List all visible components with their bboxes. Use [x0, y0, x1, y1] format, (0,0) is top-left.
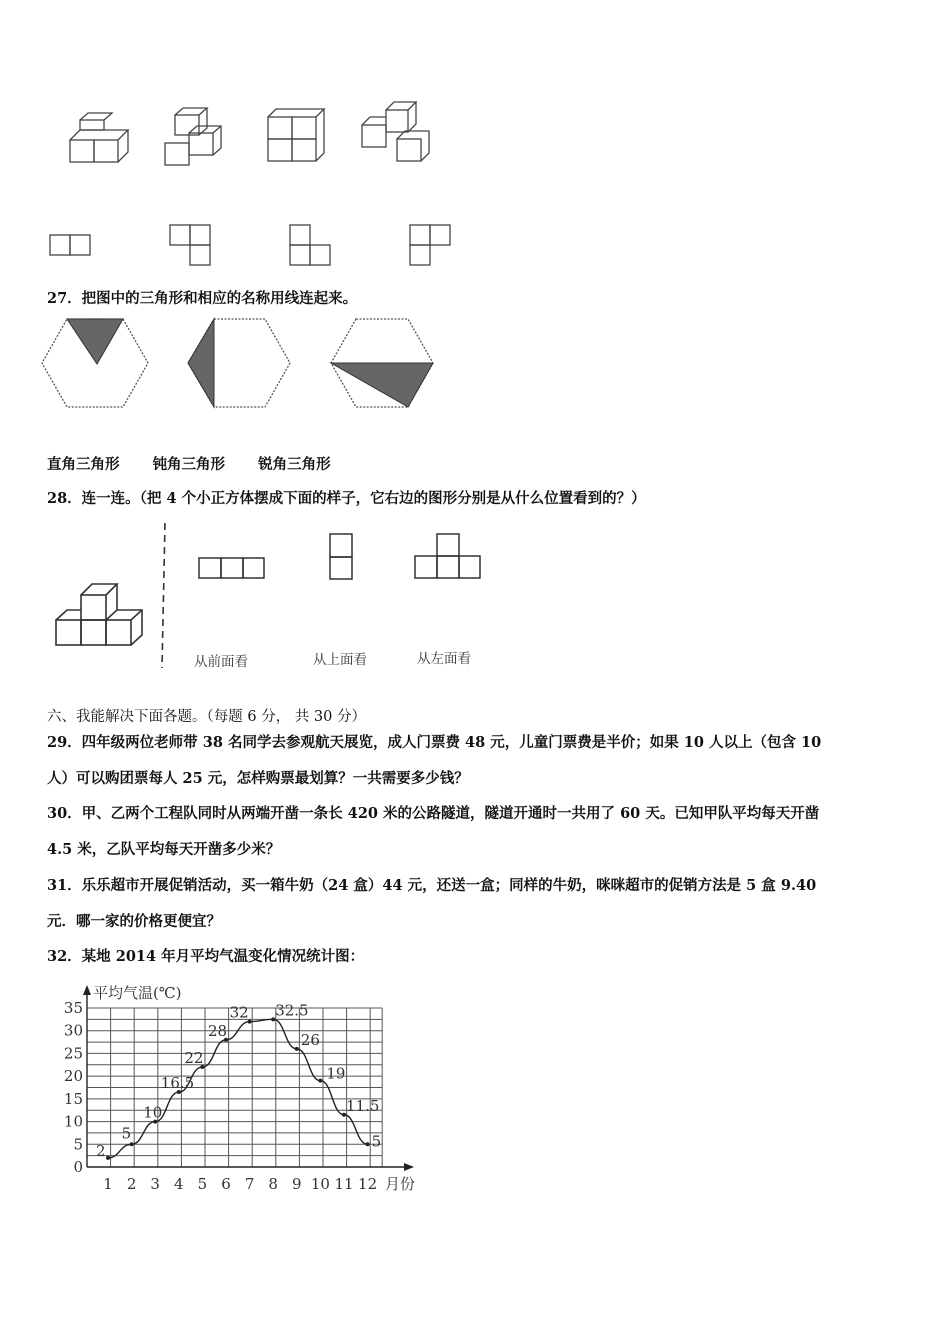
- question-27: 27．把图中的三角形和相应的名称用线连起来。: [47, 290, 358, 307]
- data-label-month-6: 28: [208, 1021, 228, 1040]
- question-31-line-2: 元．哪一家的价格更便宜？: [47, 913, 221, 930]
- view-front-shape: [199, 558, 264, 578]
- x-tick-label: 4: [174, 1175, 184, 1193]
- triangle-names: [47, 453, 359, 474]
- hexagon-triangles-figure: [40, 312, 460, 417]
- x-axis-title: 月份: [385, 1175, 416, 1193]
- view-label-front: 从前面看: [194, 654, 248, 670]
- data-label-month-2: 5: [121, 1124, 132, 1143]
- view-shape-4: [410, 225, 450, 265]
- hexagon-3: [331, 319, 433, 407]
- x-tick-label: 8: [268, 1175, 278, 1193]
- x-tick-label: 12: [358, 1175, 378, 1193]
- x-tick-label: 3: [150, 1175, 160, 1193]
- x-tick-label: 10: [310, 1175, 330, 1193]
- triangle-name-acute: 锐角三角形: [258, 456, 331, 473]
- view-left-shape: [415, 534, 480, 578]
- view-top-shape: [330, 534, 352, 579]
- data-label-month-5: 22: [184, 1049, 204, 1068]
- view-shape-2: [170, 225, 210, 265]
- data-label-month-3: 10: [143, 1103, 163, 1122]
- cube-stack-3: [268, 109, 324, 161]
- y-tick-label: 0: [73, 1158, 83, 1176]
- data-point-month-10: [318, 1079, 322, 1083]
- data-label-month-11: 11.5: [346, 1096, 380, 1115]
- section-6-heading: 六、我能解决下面各题。（每题 6 分， 共 30 分）: [47, 709, 366, 725]
- x-axis-arrow: [404, 1163, 414, 1171]
- view-shape-3: [290, 225, 330, 265]
- x-tick-label: 2: [126, 1175, 137, 1193]
- data-label-month-7: 32: [229, 1003, 249, 1022]
- question-31-line-1: 31．乐乐超市开展促销活动，买一箱牛奶（24 盒）44 元，还送一盒；同样的牛奶，咪咪超市的促销方法是 5 盒 9.40: [47, 877, 817, 894]
- divider-dashed-line: [162, 523, 165, 668]
- chart-labels: [93, 984, 415, 1193]
- x-tick-label: 5: [197, 1175, 208, 1193]
- y-tick-label: 10: [63, 1112, 83, 1131]
- question-32: 32．某地 2014 年月平均气温变化情况统计图：: [47, 948, 365, 965]
- cube-stack-4: [362, 102, 429, 161]
- data-label-month-8: 32.5: [275, 1001, 309, 1020]
- question-30-line-2: 4.5 米，乙队平均每天开凿多少米？: [47, 841, 281, 858]
- data-point-month-12: [366, 1142, 370, 1146]
- y-axis-arrow: [83, 985, 91, 995]
- view-label-top: 从上面看: [313, 652, 367, 668]
- question-30-line-1: 30．甲、乙两个工程队同时从两端开凿一条长 420 米的公路隧道，隧道开通时一共用了 60 天。已知甲队平均每天开凿: [47, 805, 820, 822]
- question-29-line-1: 29．四年级两位老师带 38 名同学去参观航天展览，成人门票费 48 元，儿童门票费是半价；如果 10 人以上（包含 10: [47, 734, 822, 751]
- y-tick-label: 25: [63, 1044, 83, 1063]
- y-tick-label: 5: [73, 1135, 83, 1154]
- data-point-month-2: [130, 1142, 134, 1146]
- data-label-month-4: 16.5: [160, 1074, 195, 1093]
- view-label-left: 从左面看: [417, 651, 471, 667]
- temperature-line: [108, 1019, 368, 1158]
- x-tick-label: 9: [292, 1175, 302, 1193]
- question-29-line-2: 人）可以购团票每人 25 元，怎样购票最划算？一共需要多少钱？: [47, 770, 469, 787]
- x-tick-label: 11: [334, 1175, 354, 1193]
- y-tick-label: 20: [63, 1067, 83, 1086]
- y-tick-label: 30: [63, 1021, 83, 1040]
- hexagon-1: [42, 319, 148, 407]
- cube-stacks-figure: [40, 95, 460, 275]
- data-label-month-10: 19: [326, 1064, 346, 1083]
- triangle-name-right: 直角三角形: [47, 456, 120, 473]
- question-28: 28．连一连。（把 4 个小正方体摆成下面的样子，它右边的图形分别是从什么位置看到的？）: [47, 490, 646, 507]
- data-label-month-12: 5: [371, 1132, 382, 1151]
- cube-stack-2: [165, 108, 221, 165]
- hexagon-2: [188, 319, 290, 407]
- y-tick-label: 35: [63, 999, 83, 1017]
- data-label-month-9: 26: [300, 1030, 320, 1049]
- cube-stack-1: [70, 113, 128, 162]
- triangle-name-obtuse: 钝角三角形: [152, 456, 226, 473]
- data-label-month-1: 2: [96, 1141, 106, 1160]
- chart-series: [106, 1017, 370, 1160]
- y-axis-title: 平均气温(℃): [93, 984, 182, 1002]
- x-tick-label: 6: [221, 1175, 231, 1193]
- y-tick-label: 15: [63, 1089, 83, 1108]
- x-tick-label: 1: [103, 1175, 113, 1193]
- x-tick-label: 7: [244, 1175, 255, 1193]
- data-point-month-9: [295, 1047, 299, 1051]
- four-cube-stack: [56, 584, 142, 645]
- view-shape-1: [50, 235, 90, 255]
- temperature-line-chart: [0, 975, 460, 1205]
- data-point-month-1: [106, 1156, 110, 1160]
